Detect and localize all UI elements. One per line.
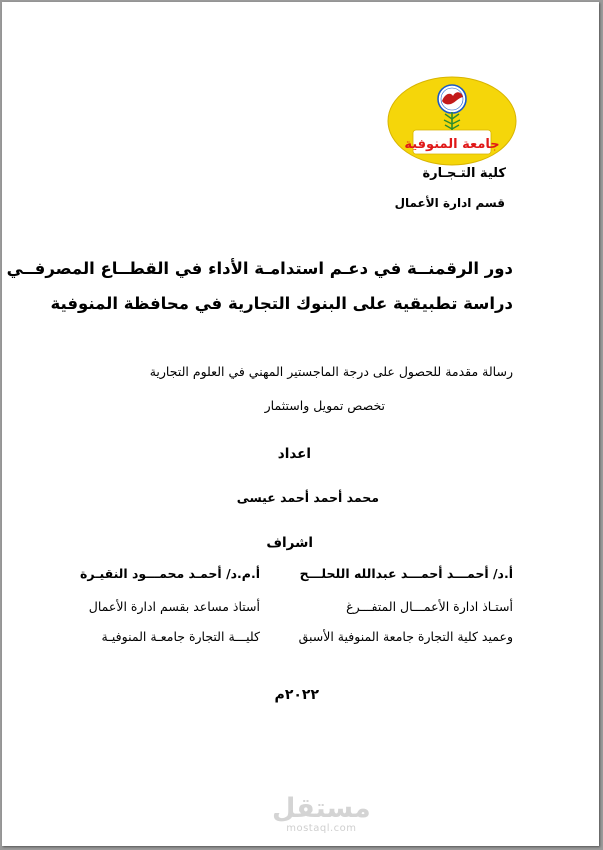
supervisor-1-title: أستـاذ ادارة الأعمـــال المتفـــرغ: [346, 599, 513, 614]
watermark-latin: mostaql.com: [286, 823, 357, 834]
logo-text: جامعة المنوفية: [404, 137, 500, 152]
faculty-name: كلية التـجـارة: [422, 166, 506, 181]
thesis-purpose: رسالة مقدمة للحصول على درجة الماجستير المهني في العلوم التجارية: [149, 364, 513, 379]
thesis-title-line1: دور الرقمنــة في دعـم استدامـة الأداء في القطــاع المصرفــي: [6, 259, 513, 278]
student-name: محمد أحمد أحمد عيسى: [236, 490, 379, 505]
supervisor-2-affiliation: كليـــة التجارة جامعـة المنوفيـة: [101, 629, 260, 644]
thesis-specialization: تخصص تمويل واستثمار: [264, 398, 385, 413]
watermark-arabic: مستقل: [272, 793, 371, 824]
supervisor-1-affiliation: وعميد كلية التجارة جامعة المنوفية الأسبق: [298, 629, 513, 644]
document-page: [2, 2, 599, 846]
supervisor-1-name: أ.د/ أحمـــد أحمـــد عبدالله اللحلـــح: [299, 566, 513, 581]
preparation-label: اعداد: [277, 446, 311, 462]
department-name: قسم ادارة الأعمال: [394, 196, 505, 210]
thesis-year: ٢٠٢٢م: [274, 687, 319, 703]
supervisor-2-title: أستاذ مساعد بقسم ادارة الأعمال: [88, 599, 260, 614]
supervisor-2-name: أ.م.د/ أحمـد محمـــود النقيـرة: [80, 566, 260, 581]
thesis-title-line2: دراسة تطبيقية على البنوك التجارية في محافظة المنوفية: [50, 294, 513, 313]
supervision-label: اشراف: [266, 535, 313, 551]
mostaql-watermark: [272, 795, 371, 835]
university-logo: [385, 74, 519, 168]
